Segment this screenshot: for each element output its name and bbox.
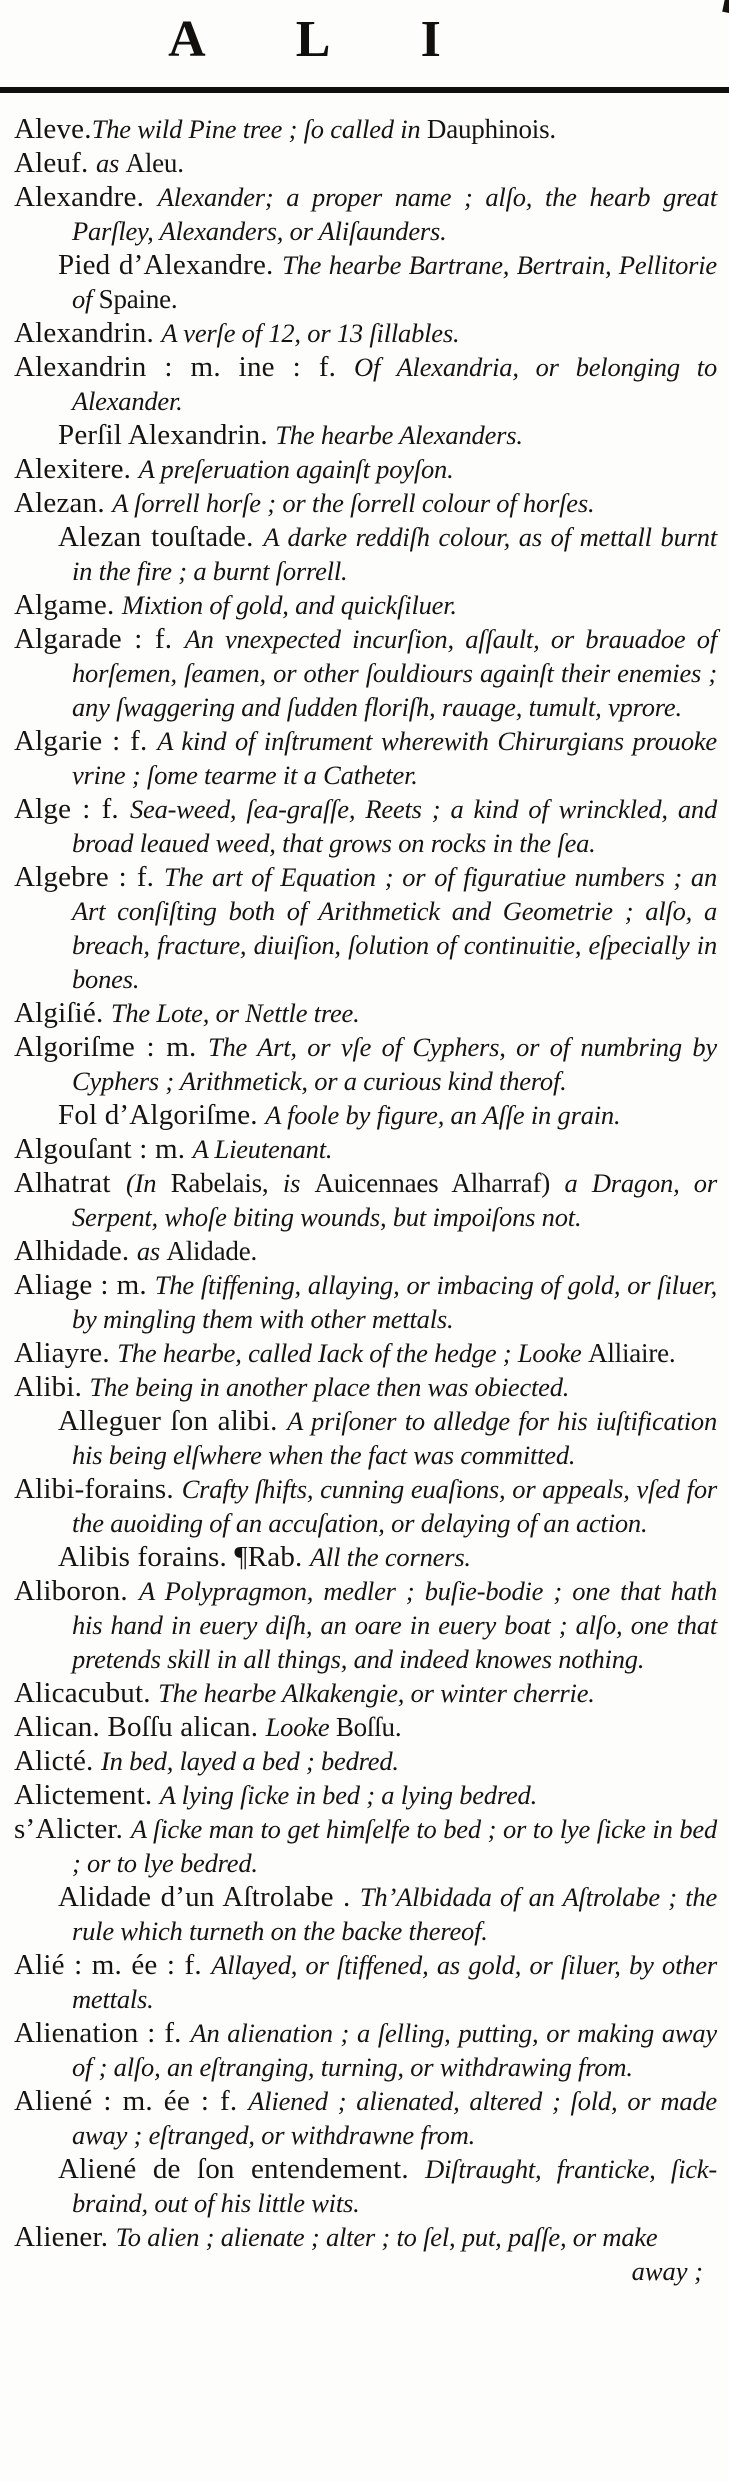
- entry-text-run: A lying ſicke in bed ; a lying bedred.: [159, 1780, 538, 1810]
- dictionary-entry: [14, 520, 717, 588]
- dictionary-entry: [14, 1676, 717, 1710]
- entry-text-run: A foole by figure, an Aſſe in grain.: [265, 1100, 621, 1130]
- entry-text-run: A verſe of 12, or 13 ſillables.: [161, 318, 460, 348]
- entry-headword: Aliboron.: [14, 1575, 139, 1607]
- entry-text-run: as: [95, 148, 126, 178]
- dictionary-entry: [14, 1710, 717, 1744]
- entry-text-run: The Lote, or Nettle tree.: [110, 998, 360, 1028]
- entry-text-run: A priſoner to alledge for his iuſtification his being elſwhere when the fact was committed.: [72, 1406, 717, 1470]
- entry-text-run: Auicennaes Alharraf): [314, 1168, 565, 1198]
- dictionary-entry: [14, 1744, 717, 1778]
- entry-headword: Alezan touſtade.: [58, 521, 264, 553]
- entry-headword: Aleve.: [14, 113, 92, 145]
- dictionary-entry: [14, 1540, 717, 1574]
- entry-headword: Alhatrat: [14, 1167, 126, 1199]
- entry-text-run: is: [282, 1168, 315, 1198]
- entry-headword: Alezan.: [14, 487, 113, 519]
- entry-text-run: To alien ; alienate ; alter ; to ſel, put, paſſe, or make: [115, 2222, 658, 2252]
- scan-artifact: [722, 0, 729, 13]
- entry-headword: Algouſant : m.: [14, 1133, 193, 1165]
- entry-text-run: The hearbe Alkakengie, or winter cherrie.: [158, 1678, 595, 1708]
- entry-text-run: Alidade.: [166, 1236, 258, 1266]
- entry-headword: Alhidade.: [14, 1235, 137, 1267]
- dictionary-entry: [14, 1880, 717, 1948]
- entry-text-run: A preſeruation againſt poyſon.: [138, 454, 454, 484]
- dictionary-entry: [14, 1132, 717, 1166]
- dictionary-entry: [14, 1778, 717, 1812]
- entry-headword: Alibi.: [14, 1371, 90, 1403]
- entry-headword: Alexandrin : m. ine : f.: [14, 351, 355, 383]
- entry-text-run: All the corners.: [309, 1542, 471, 1572]
- entry-headword: Aliage : m.: [14, 1269, 155, 1301]
- entry-headword: Alictement.: [14, 1779, 160, 1811]
- entry-text-run: Allayed, or ſtiffened, as gold, or ſiluer, by other mettals.: [72, 1950, 717, 2014]
- entry-text-run: A kind of inſtrument wherewith Chirurgians prouoke vrine ; ſome tearme it a Catheter.: [72, 726, 717, 790]
- dictionary-entry: [14, 1098, 717, 1132]
- entry-text-run: Looke: [265, 1712, 336, 1742]
- entry-headword: Algoriſme : m.: [14, 1031, 208, 1063]
- entry-headword: Pied d’Alexandre.: [58, 249, 283, 281]
- dictionary-entry: [14, 112, 717, 146]
- entry-text-run: Crafty ſhifts, cunning euaſions, or appeals, vſed for the auoiding of an accuſation, or delaying of an action.: [72, 1474, 717, 1538]
- entry-text-run: A Lieutenant.: [192, 1134, 333, 1164]
- entry-text-run: The being in another place then was obiected.: [89, 1372, 570, 1402]
- dictionary-entry: [14, 180, 717, 248]
- entry-headword: Alicacubut.: [14, 1677, 159, 1709]
- entry-headword: Alexandre.: [14, 181, 158, 213]
- dictionary-entry: [14, 486, 717, 520]
- entry-text-run: Aliened ; alienated, altered ; ſold, or made away ; eſtranged, or withdrawne from.: [72, 2086, 717, 2150]
- entry-text-run: A Polypragmon, medler ; buſie-bodie ; one that hath his hand in euery diſh, an oare in euery boat ; alſo, one that pretends skill in all things, and indeed knowes nothing.: [72, 1576, 717, 1674]
- entry-text-run: Alliaire.: [588, 1338, 676, 1368]
- dictionary-entry: [14, 1404, 717, 1472]
- entry-text-run: Aleu.: [125, 148, 184, 178]
- entry-text-run: Dauphinois.: [426, 114, 556, 144]
- entry-text-run: An alienation ; a ſelling, putting, or making away of ; alſo, an eſtranging, turning, or withdrawing from.: [72, 2018, 717, 2082]
- entry-text-run: Alexander; a proper name ; alſo, the hearb great Parſley, Alexanders, or Aliſaunders.: [72, 182, 717, 246]
- entry-text-run: A ſicke man to get himſelfe to bed ; or to lye ſicke in bed ; or to lye bedred.: [72, 1814, 717, 1878]
- entry-headword: Algebre : f.: [14, 861, 165, 893]
- entry-headword: Aliené de ſon entendement.: [58, 2153, 426, 2185]
- dictionary-entry: [14, 146, 717, 180]
- entry-text-run: The hearbe Alexanders.: [275, 420, 523, 450]
- dictionary-entry: [14, 316, 717, 350]
- entry-text-run: The hearbe, called Iack of the hedge ; Looke: [117, 1338, 589, 1368]
- dictionary-entry: [14, 418, 717, 452]
- dictionary-entry: [14, 1166, 717, 1234]
- entry-headword: Alienation : f.: [14, 2017, 191, 2049]
- entry-text-run: A ſorrell horſe ; or the ſorrell colour of horſes.: [112, 488, 595, 518]
- entry-text-run: Th’Albidada of an Aſtrolabe ; the rule which turneth on the backe thereof.: [72, 1882, 718, 1946]
- entry-headword: Alleguer ſon alibi.: [58, 1405, 288, 1437]
- entry-headword: Algarade : f.: [14, 623, 185, 655]
- dictionary-entry: [14, 2220, 717, 2254]
- dictionary-entry: [14, 792, 717, 860]
- entry-headword: Alexitere.: [14, 453, 139, 485]
- entry-headword: Alexandrin.: [14, 317, 162, 349]
- entry-headword: s’Alicter.: [14, 1813, 131, 1845]
- entry-headword: Aliener.: [14, 2221, 116, 2253]
- entry-text-run: The art of Equation ; or of figuratiue numbers ; an Art conſiſting both of Arithmetick and Geometrie ; alſo, a breach, fracture, diuiſion, ſolution of continuitie, eſpecially in bones.: [72, 862, 718, 994]
- entry-text-run: An vnexpected incurſion, aſſault, or brauadoe of horſemen, ſeamen, or other ſouldiours againſt their enemies ; any ſwaggering and ſudden floriſh, rauage, tumult, vprore.: [72, 624, 717, 722]
- entry-text-run: Rabelais,: [170, 1168, 283, 1198]
- entry-text-run: In bed, layed a bed ; bedred.: [100, 1746, 399, 1776]
- entry-text-run: Boſſu.: [335, 1712, 402, 1742]
- dictionary-entry: [14, 1370, 717, 1404]
- dictionary-entry: [14, 2084, 717, 2152]
- dictionary-entry: [14, 1472, 717, 1540]
- entry-headword: Alge : f.: [14, 793, 130, 825]
- entry-text-run: The ſtiffening, allaying, or imbacing of gold, or ſiluer, by mingling them with other mettals.: [72, 1270, 717, 1334]
- entry-headword: Alidade d’un Aſtrolabe .: [58, 1881, 360, 1913]
- dictionary-entry: [14, 1268, 717, 1336]
- dictionary-entry: [14, 1812, 717, 1880]
- entry-text-run: Mixtion of gold, and quickſiluer.: [121, 590, 457, 620]
- entry-text-run: Diſtraught, franticke, ſick-braind, out of his little wits.: [72, 2154, 717, 2218]
- dictionary-entry: [14, 1336, 717, 1370]
- dictionary-entry: [14, 452, 717, 486]
- entry-text-run: The wild Pine tree ; ſo called in: [91, 114, 427, 144]
- running-head: A L I: [168, 11, 481, 68]
- dictionary-entries: [14, 112, 717, 2288]
- entry-text-run: A darke reddiſh colour, as of mettall burnt in the fire ; a burnt ſorrell.: [72, 522, 717, 586]
- entry-headword: Algame.: [14, 589, 122, 621]
- entry-headword: Perſil Alexandrin.: [58, 419, 276, 451]
- entry-text-run: a Dragon, or Serpent, whoſe biting wounds, but impoiſons not.: [72, 1168, 717, 1232]
- entry-headword: Aliené : m. ée : f.: [14, 2085, 249, 2117]
- entry-headword: Fol d’Algoriſme.: [58, 1099, 266, 1131]
- header-rule: [0, 87, 729, 93]
- entry-text-run: (In: [125, 1168, 171, 1198]
- entry-text-run: The hearbe Bartrane, Bertrain, Pellitorie of: [72, 250, 717, 314]
- entry-text-run: Spaine.: [98, 284, 178, 314]
- dictionary-entry: [14, 1234, 717, 1268]
- entry-headword: Alican. Boſſu alican.: [14, 1711, 266, 1743]
- entry-text-run: The Art, or vſe of Cyphers, or of numbring by Cyphers ; Arithmetick, or a curious kind therof.: [72, 1032, 717, 1096]
- dictionary-entry: [14, 860, 717, 996]
- entry-headword: Alibi-forains.: [14, 1473, 182, 1505]
- dictionary-entry: [14, 1030, 717, 1098]
- entry-text-run: Of Alexandria, or belonging to Alexander.: [72, 352, 717, 416]
- dictionary-entry: [14, 1574, 717, 1676]
- entry-headword: Algiſié.: [14, 997, 111, 1029]
- entry-headword: Alibis forains. ¶Rab.: [58, 1541, 310, 1573]
- entry-headword: Alicté.: [14, 1745, 101, 1777]
- dictionary-entry: [14, 1948, 717, 2016]
- entry-headword: Algarie : f.: [14, 725, 158, 757]
- catchword: away ;: [631, 2256, 703, 2286]
- dictionary-entry: [14, 622, 717, 724]
- dictionary-entry: [14, 350, 717, 418]
- dictionary-entry: [14, 724, 717, 792]
- dictionary-entry: [14, 2016, 717, 2084]
- dictionary-entry: [14, 2152, 717, 2220]
- dictionary-entry: [14, 996, 717, 1030]
- entry-headword: Alié : m. ée : f.: [14, 1949, 212, 1981]
- entry-headword: Aleuf.: [14, 147, 96, 179]
- entry-text-run: as: [136, 1236, 167, 1266]
- dictionary-entry: [14, 248, 717, 316]
- entry-text-run: Sea-weed, ſea-graſſe, Reets ; a kind of wrinckled, and broad leaued weed, that grows on rocks in the ſea.: [72, 794, 717, 858]
- dictionary-entry: [14, 588, 717, 622]
- entry-headword: Aliayre.: [14, 1337, 118, 1369]
